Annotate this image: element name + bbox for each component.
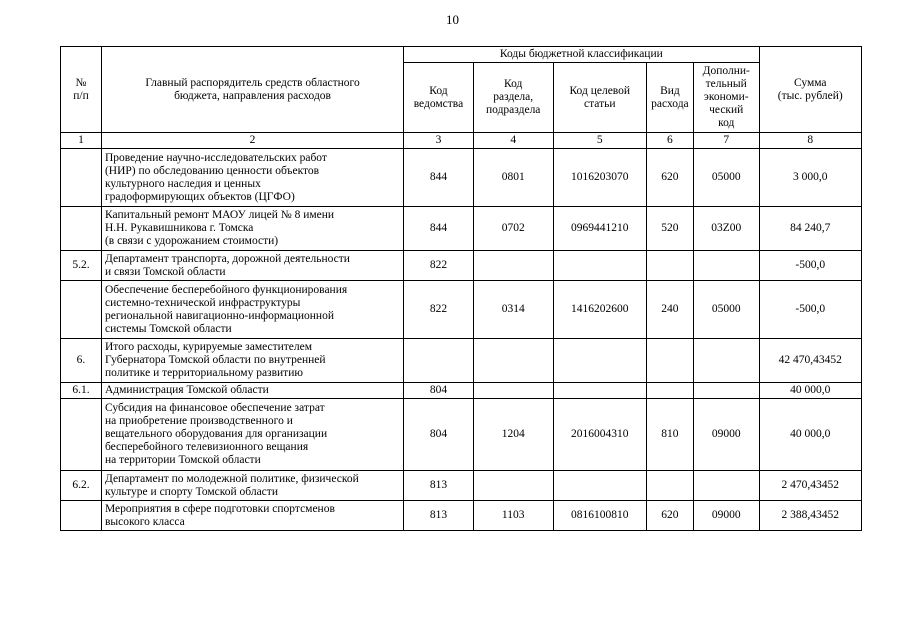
- row-sum: 40 000,0: [759, 383, 861, 399]
- header-codes-group: Коды бюджетной классификации: [404, 47, 759, 63]
- header-sum: Сумма (тыс. рублей): [759, 47, 861, 133]
- row-num: [61, 501, 102, 531]
- row-target-code: 0816100810: [553, 501, 646, 531]
- row-dept-code: 844: [404, 149, 474, 207]
- row-expense-type: [646, 471, 693, 501]
- row-name: Обеспечение бесперебойного функционирования системно-технической инфраструктуры региональной навигационно-информационной системы Томской области: [101, 281, 403, 339]
- column-number: 5: [553, 133, 646, 149]
- row-section-code: [473, 339, 553, 383]
- row-target-code: [553, 251, 646, 281]
- row-name: Капитальный ремонт МАОУ лицей № 8 имени Н.Н. Рукавишникова г. Томска (в связи с удорожанием стоимости): [101, 207, 403, 251]
- column-number: 8: [759, 133, 861, 149]
- row-dept-code: 813: [404, 471, 474, 501]
- row-sum: 3 000,0: [759, 149, 861, 207]
- table-row: [61, 281, 862, 339]
- row-num: 6.: [61, 339, 102, 383]
- row-expense-type: 620: [646, 149, 693, 207]
- header-main: Главный распорядитель средств областного бюджета, направления расходов: [101, 47, 403, 133]
- row-dept-code: [404, 339, 474, 383]
- header-num: № п/п: [61, 47, 102, 133]
- row-dept-code: 822: [404, 281, 474, 339]
- table-row-total: [61, 339, 862, 383]
- row-sum: 84 240,7: [759, 207, 861, 251]
- row-sum: 2 388,43452: [759, 501, 861, 531]
- column-number: 2: [101, 133, 403, 149]
- table-row: [61, 501, 862, 531]
- page-number: 10: [446, 12, 459, 27]
- row-target-code: [553, 339, 646, 383]
- row-target-code: 1416202600: [553, 281, 646, 339]
- row-num: [61, 207, 102, 251]
- header-expense-type: Вид расхода: [646, 63, 693, 133]
- row-section-code: 0314: [473, 281, 553, 339]
- row-expense-type: [646, 339, 693, 383]
- row-num: 6.2.: [61, 471, 102, 501]
- row-name: Проведение научно-исследовательских работ (НИР) по обследованию ценности объектов культурного наследия и ценных градоформирующих объектов (ЦГФО): [101, 149, 403, 207]
- row-dept-code: 804: [404, 383, 474, 399]
- row-extra-code: [693, 251, 759, 281]
- row-extra-code: [693, 471, 759, 501]
- row-expense-type: 240: [646, 281, 693, 339]
- row-num: [61, 399, 102, 471]
- row-name: Департамент по молодежной политике, физической культуре и спорту Томской области: [101, 471, 403, 501]
- row-expense-type: 520: [646, 207, 693, 251]
- table-row: [61, 207, 862, 251]
- row-dept-code: 844: [404, 207, 474, 251]
- row-target-code: [553, 383, 646, 399]
- header-section-code: Код раздела, подраздела: [473, 63, 553, 133]
- row-dept-code: 804: [404, 399, 474, 471]
- header-extra-code: Дополни- тельный экономи- ческий код: [693, 63, 759, 133]
- row-expense-type: 620: [646, 501, 693, 531]
- table-row: [61, 471, 862, 501]
- row-section-code: [473, 383, 553, 399]
- row-expense-type: [646, 383, 693, 399]
- row-name: Департамент транспорта, дорожной деятельности и связи Томской области: [101, 251, 403, 281]
- table-row: [61, 251, 862, 281]
- row-section-code: [473, 471, 553, 501]
- row-dept-code: 822: [404, 251, 474, 281]
- row-extra-code: 05000: [693, 281, 759, 339]
- row-num: 5.2.: [61, 251, 102, 281]
- header-target-code: Код целевой статьи: [553, 63, 646, 133]
- row-num: [61, 149, 102, 207]
- row-extra-code: 05000: [693, 149, 759, 207]
- column-number: 6: [646, 133, 693, 149]
- row-extra-code: [693, 339, 759, 383]
- column-number: 3: [404, 133, 474, 149]
- row-expense-type: [646, 251, 693, 281]
- row-num: 6.1.: [61, 383, 102, 399]
- row-extra-code: [693, 383, 759, 399]
- budget-table: [60, 46, 862, 531]
- row-expense-type: 810: [646, 399, 693, 471]
- row-target-code: 0969441210: [553, 207, 646, 251]
- row-name: Субсидия на финансовое обеспечение затрат на приобретение производственного и вещательного оборудования для организации бесперебойного телевизионного вещания на территории Томской области: [101, 399, 403, 471]
- row-target-code: 2016004310: [553, 399, 646, 471]
- row-name: Итого расходы, курируемые заместителем Губернатора Томской области по внутренней политике и территориальному развитию: [101, 339, 403, 383]
- row-section-code: 1204: [473, 399, 553, 471]
- row-section-code: [473, 251, 553, 281]
- column-number: 7: [693, 133, 759, 149]
- table-row: [61, 383, 862, 399]
- row-sum: -500,0: [759, 281, 861, 339]
- row-sum: 2 470,43452: [759, 471, 861, 501]
- row-name: Мероприятия в сфере подготовки спортсменов высокого класса: [101, 501, 403, 531]
- table-row: [61, 399, 862, 471]
- column-number-row: [61, 133, 862, 149]
- row-target-code: 1016203070: [553, 149, 646, 207]
- row-sum: 40 000,0: [759, 399, 861, 471]
- row-section-code: 0801: [473, 149, 553, 207]
- row-sum: 42 470,43452: [759, 339, 861, 383]
- row-extra-code: 03Z00: [693, 207, 759, 251]
- row-target-code: [553, 471, 646, 501]
- row-sum: -500,0: [759, 251, 861, 281]
- row-num: [61, 281, 102, 339]
- row-extra-code: 09000: [693, 501, 759, 531]
- row-dept-code: 813: [404, 501, 474, 531]
- column-number: 1: [61, 133, 102, 149]
- row-section-code: 1103: [473, 501, 553, 531]
- column-number: 4: [473, 133, 553, 149]
- header-dept-code: Код ведомства: [404, 63, 474, 133]
- table-row: [61, 149, 862, 207]
- row-extra-code: 09000: [693, 399, 759, 471]
- row-name: Администрация Томской области: [101, 383, 403, 399]
- row-section-code: 0702: [473, 207, 553, 251]
